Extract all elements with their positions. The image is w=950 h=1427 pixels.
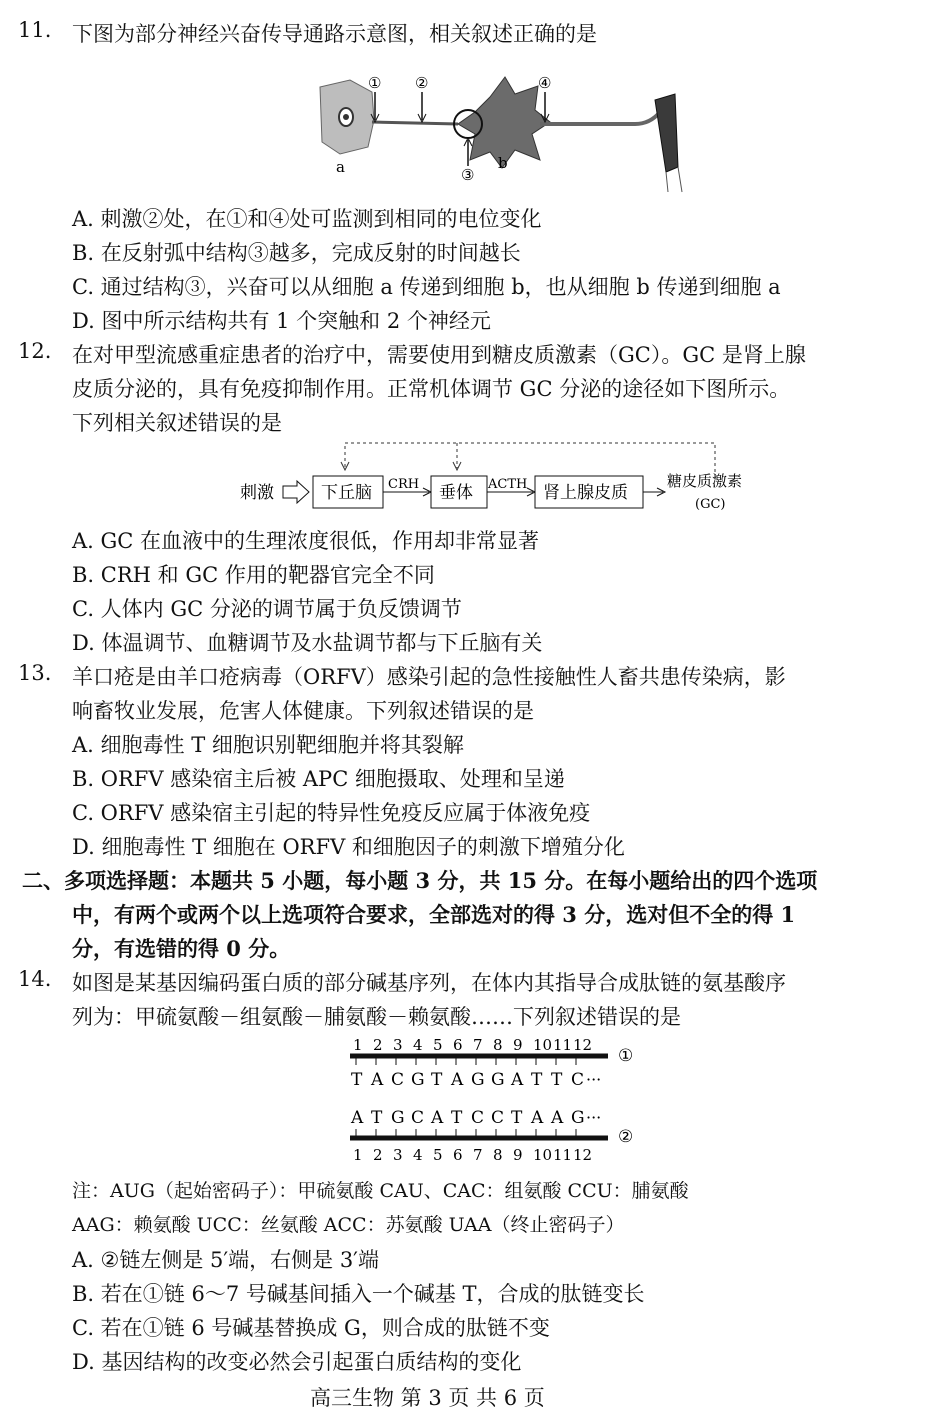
q11-neuron-figure <box>310 72 700 197</box>
strand-2-base: G <box>391 1108 405 1128</box>
q12-option-b: B. CRH 和 GC 作用的靶器官完全不同 <box>72 563 435 587</box>
q11-stem: 下图为部分神经兴奋传导通路示意图，相关叙述正确的是 <box>72 22 597 46</box>
top-position-label: 4 <box>413 1036 423 1054</box>
top-position-label: 7 <box>473 1036 483 1054</box>
strand-1-base: T <box>431 1070 443 1090</box>
q13-number: 13. <box>18 661 52 685</box>
strand-2-base: A <box>431 1108 444 1128</box>
q12-option-a: A. GC 在血液中的生理浓度很低，作用却非常显著 <box>72 529 540 553</box>
label-b: b <box>498 154 508 172</box>
marker-3: ③ <box>461 166 475 184</box>
strand-1-base: A <box>371 1070 384 1090</box>
q14-option-d: D. 基因结构的改变必然会引起蛋白质结构的变化 <box>72 1350 522 1374</box>
marker-1: ① <box>368 74 382 92</box>
bottom-position-label: 10 <box>533 1146 553 1164</box>
q12-stem-line-2: 皮质分泌的，具有免疫抑制作用。正常机体调节 GC 分泌的途径如下图所示。 <box>72 377 791 401</box>
strand-1-base: T <box>531 1070 543 1090</box>
q13-option-d: D. 细胞毒性 T 细胞在 ORFV 和细胞因子的刺激下增殖分化 <box>72 835 625 859</box>
strand-1-base: G <box>411 1070 425 1090</box>
bottom-position-label: 4 <box>413 1146 423 1164</box>
q11-option-c: C. 通过结构③，兴奋可以从细胞 a 传递到细胞 b，也从细胞 b 传递到细胞 a <box>72 275 781 299</box>
axon-a <box>372 122 458 124</box>
q12-number: 12. <box>18 339 52 363</box>
q11-option-d: D. 图中所示结构共有 1 个突触和 2 个神经元 <box>72 309 491 333</box>
q13-stem-line-2: 响畜牧业发展，危害人体健康。下列叙述错误的是 <box>72 699 534 723</box>
strand-2-base: A <box>351 1108 364 1128</box>
strand-1-base: C <box>571 1070 585 1090</box>
q14-option-c: C. 若在①链 6 号碱基替换成 G，则合成的肽链不变 <box>72 1316 550 1340</box>
marker-2: ② <box>415 74 429 92</box>
q14-dna-sequence-figure <box>340 1032 660 1172</box>
top-position-label: 9 <box>513 1036 523 1054</box>
bottom-position-label: 12 <box>573 1146 593 1164</box>
marker-4: ④ <box>538 74 552 92</box>
effector-muscle <box>655 94 678 172</box>
strand-2-base: C <box>491 1108 505 1128</box>
q14-note-line-2: AAG：赖氨酸 UCC：丝氨酸 ACC：苏氨酸 UAA（终止密码子） <box>72 1214 625 1236</box>
pituitary-box: 垂体 <box>439 483 473 503</box>
q11-option-b: B. 在反射弧中结构③越多，完成反射的时间越长 <box>72 241 521 265</box>
bottom-position-label: 9 <box>513 1146 523 1164</box>
top-position-label: 1 <box>353 1036 363 1054</box>
section2-line-1: 二、多项选择题：本题共 5 小题，每小题 3 分，共 15 分。在每小题给出的四个选项 <box>22 868 818 893</box>
top-position-label: 12 <box>573 1036 593 1054</box>
crh-label: CRH <box>388 477 420 492</box>
strand-1-base: C <box>391 1070 405 1090</box>
q12-gc-regulation-diagram <box>235 438 775 518</box>
q14-stem-line-2: 列为：甲硫氨酸－组氨酸－脯氨酸－赖氨酸……下列叙述错误的是 <box>72 1005 681 1029</box>
bottom-position-label: 5 <box>433 1146 443 1164</box>
strand-1-base: A <box>511 1070 524 1090</box>
q11-number: 11. <box>18 18 52 42</box>
strand-2-base: G <box>571 1108 585 1128</box>
adrenal-cortex-box: 肾上腺皮质 <box>543 483 628 503</box>
q12-stem-line-3: 下列相关叙述错误的是 <box>72 411 282 435</box>
page-footer: 高三生物 第 3 页 共 6 页 <box>310 1386 545 1410</box>
gc-output-label: 糖皮质激素 <box>667 472 743 490</box>
q14-stem-line-1: 如图是某基因编码蛋白质的部分碱基序列，在体内其指导合成肽链的氨基酸序 <box>72 971 786 995</box>
gc-abbr-label: (GC) <box>695 497 726 512</box>
strand-1-base: T <box>551 1070 563 1090</box>
top-position-label: 8 <box>493 1036 503 1054</box>
top-position-label: 10 <box>533 1036 553 1054</box>
strand-2-base: T <box>511 1108 523 1128</box>
hypothalamus-box: 下丘脑 <box>321 483 372 503</box>
q14-number: 14. <box>18 967 52 991</box>
strand-1-label: ① <box>618 1046 634 1066</box>
bottom-position-label: 1 <box>353 1146 363 1164</box>
strand-1-base: G <box>491 1070 505 1090</box>
bottom-position-label: 8 <box>493 1146 503 1164</box>
top-position-label: 3 <box>393 1036 403 1054</box>
strand-2-base: T <box>371 1108 383 1128</box>
q14-option-b: B. 若在①链 6～7 号碱基间插入一个碱基 T，合成的肽链变长 <box>72 1282 645 1306</box>
axon-b <box>540 112 660 124</box>
strand-1-base: A <box>451 1070 464 1090</box>
q13-option-c: C. ORFV 感染宿主引起的特异性免疫反应属于体液免疫 <box>72 801 591 825</box>
stimulus-label: 刺激 <box>240 483 274 503</box>
bottom-position-label: 11 <box>553 1146 573 1164</box>
q11-option-a: A. 刺激②处，在①和④处可监测到相同的电位变化 <box>72 207 542 231</box>
label-a: a <box>336 158 345 176</box>
top-position-label: 6 <box>453 1036 463 1054</box>
strand-2-base: C <box>471 1108 485 1128</box>
section2-line-3: 分，有选错的得 0 分。 <box>72 936 291 961</box>
bottom-position-label: 6 <box>453 1146 463 1164</box>
q14-note-line-1: 注：AUG（起始密码子）：甲硫氨酸 CAU、CAC：组氨酸 CCU：脯氨酸 <box>72 1180 689 1202</box>
strand-2-label: ② <box>618 1127 634 1147</box>
q13-stem-line-1: 羊口疮是由羊口疮病毒（ORFV）感染引起的急性接触性人畜共患传染病，影 <box>72 665 786 689</box>
bottom-position-label: 2 <box>373 1146 383 1164</box>
strand-2-base: A <box>531 1108 544 1128</box>
top-position-label: 5 <box>433 1036 443 1054</box>
q12-option-c: C. 人体内 GC 分泌的调节属于负反馈调节 <box>72 597 462 621</box>
bottom-position-label: 7 <box>473 1146 483 1164</box>
bottom-position-label: 3 <box>393 1146 403 1164</box>
acth-label: ACTH <box>488 477 528 492</box>
q14-option-a: A. ②链左侧是 5′端，右侧是 3′端 <box>72 1248 379 1272</box>
top-position-label: 2 <box>373 1036 383 1054</box>
strand-1-base: G <box>471 1070 485 1090</box>
q12-stem-line-1: 在对甲型流感重症患者的治疗中，需要使用到糖皮质激素（GC）。GC 是肾上腺 <box>72 343 806 367</box>
strand-1-ellipsis: ··· <box>586 1070 602 1089</box>
q12-option-d: D. 体温调节、血糖调节及水盐调节都与下丘脑有关 <box>72 631 543 655</box>
top-position-label: 11 <box>553 1036 573 1054</box>
strand-2-ellipsis: ··· <box>586 1108 602 1127</box>
q13-option-b: B. ORFV 感染宿主后被 APC 细胞摄取、处理和呈递 <box>72 767 565 791</box>
section2-line-2: 中，有两个或两个以上选项符合要求，全部选对的得 3 分，选对但不全的得 1 <box>72 902 796 927</box>
q13-option-a: A. 细胞毒性 T 细胞识别靶细胞并将其裂解 <box>72 733 464 757</box>
strand-2-base: C <box>411 1108 425 1128</box>
strand-2-base: T <box>451 1108 463 1128</box>
strand-1-base: T <box>351 1070 363 1090</box>
strand-2-base: A <box>551 1108 564 1128</box>
